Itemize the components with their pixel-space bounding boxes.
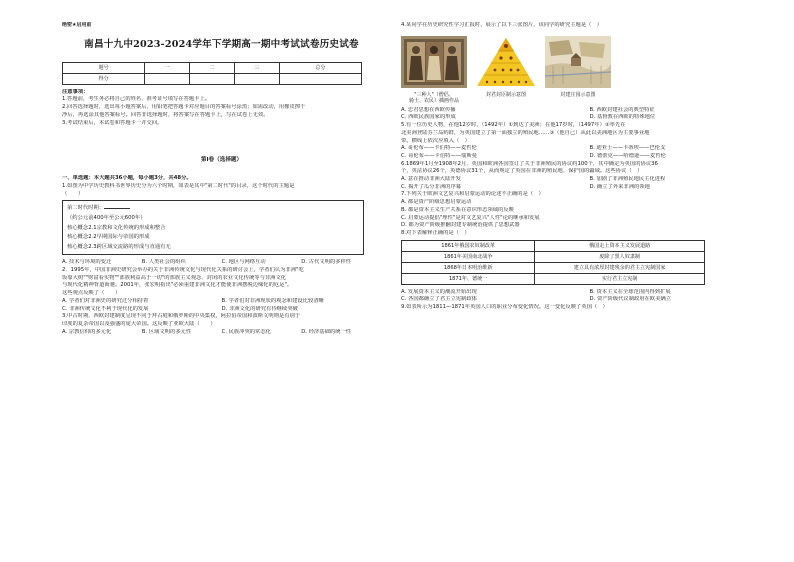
option-c[interactable]: C. 民族冲突的常态化 [221,328,271,335]
question-1-stem: 1.如图为中学历史教科书世界历史分为六个时期，如表是其中"第二时代"的目录，这个时代的主题是 [62,182,295,189]
question-4-stem: 4.某同学在历史研究性学习汇报时，展示了以下三张图片，该同学的研究主题是（ ） [401,22,603,28]
option-c[interactable]: C. 非洲传统文化不利于现代化的发展 [62,305,149,312]
option-c[interactable]: C. 揭开了瓜分非洲的序幕 [401,183,462,190]
option-b[interactable]: B. 都是资本主义生产关系在意识形态领域的反映 [401,206,514,213]
notice-line: 3.考试结束后，本试卷和答题卡一并交回。 [62,119,163,126]
table-cell: 俄国走上资本主义发展道路 [535,240,705,251]
figure-caption: 封建庄园示意图 [560,91,596,98]
option-d[interactable]: D. 非洲文化的研究有待继续突破 [221,305,298,312]
manor-map-image [545,36,611,88]
notice-line: 净后，再选涂其他答案标号。回答非选择题时，将答案写在答题卡上，写在试卷上无效。 [62,111,269,118]
score-table [62,62,362,85]
option-d[interactable]: D. 古代文明的多样性 [301,259,352,266]
question-8-stem: 8.对下表解释正确的是（ ） [401,229,470,236]
score-cell: 二 [190,62,235,73]
question-6-stem: 6.1869年1月至1908年2月，英国和欧洲各国签订了关于非洲殖民的协议约100个，其中确定为英国的协议36 [401,160,658,167]
figure-three-estates [401,36,467,105]
score-cell [234,73,279,84]
section-title: 第I卷（选择题） [200,157,243,164]
table-cell: 1868年日本明治维新 [402,262,535,273]
option-b[interactable]: B. 西欧封建社会的典型特征 [589,106,655,113]
question-5-options [401,145,778,160]
table-row [402,273,705,284]
option-c[interactable]: C. 启蒙运动提倡"理性"是对文艺复兴"人性"论的继承和发展 [401,214,540,221]
table-cell: 1861年美国南北战争 [402,251,535,262]
answer-blank [104,203,130,209]
notice-title: 注意事项： [62,88,89,95]
question-4-figures [401,36,778,105]
question-2-stem-cont: 这些观点反映了（ ） [62,290,121,297]
outline-line: 核心概念2.1宗教和文化传统的形成和整合 [67,224,166,231]
table-cell: 建立具有浓厚封建残余的君主立宪制国家 [535,262,705,273]
question-1-stem-cont: （ ） [62,190,84,197]
question-5-stem-cont: 带。横线上依次应填入（ ） [401,137,470,144]
question-3-stem-cont: 印度的复杂帝国以及强盛的庞大帝国。这反映了亚欧大陆（ ） [62,320,216,327]
question-1-options [62,259,381,267]
option-a[interactable]: A. 宗教信仰的多元化 [62,328,112,335]
confidential-seal: 绝密★启用前 [62,22,92,28]
question-2-stem: 2．1995年，中国非洲史研究会举办的关于非洲传统文化与现代化关系的研讨会上，学者们认为非洲"吃 [62,267,304,273]
question-4-options [401,107,778,122]
part-heading: 一、单选题：本大题共36小题，每小题3分，共48分。 [62,175,192,182]
option-a[interactable]: A. 意在推动非洲大陆开发 [401,176,461,183]
question-3-stem: 3.中古时期，西欧封建制度呈现不同于拜占庭和俄罗斯的中央集权，阿拉伯帝国和波斯文明则是有别于 [62,313,301,320]
option-d[interactable]: D. 经济基础的统一性 [301,328,352,335]
option-d[interactable]: D. 德蕾克——哈德逊——麦哲伦 [589,152,666,159]
figure-feudal-pyramid [473,36,539,105]
score-cell: 总分 [279,62,361,73]
option-c[interactable]: C. 西欧民族国家的形成 [401,114,456,121]
question-2-stem-cont: 与现代化精神背道而驰。2001年，张宏明指出"必须重建非洲文化才能使非洲摆脱边缘化的厄运"。 [62,282,293,289]
option-b[interactable]: B. 人类社会的组织 [141,259,186,266]
exam-title: 南昌十九中2023-2024学年下学期高一期中考试试卷历史试卷 [84,38,359,50]
score-cell: 得分 [63,73,145,84]
outline-line: 核心概念2.2早期国际与帝国的形成 [67,234,150,241]
question-8-table [401,240,705,285]
score-cell [279,73,361,84]
question-6-options [401,176,778,191]
option-d[interactable]: D. 基督教在西欧的特殊地位 [589,114,656,121]
outline-line: （约公元前400年至公元600年） [67,214,146,221]
option-b[interactable]: B. 加剧了非洲殖民地民主化进程 [589,176,666,183]
table-cell: 1871年、德统一 [402,273,535,284]
table-row [402,240,705,251]
option-d[interactable]: D. 确立了外来非洲的领地 [589,183,650,190]
table-cell: 实行君主立宪制 [535,273,705,284]
table-cell: 废除了黑人奴隶制 [535,251,705,262]
question-2-stem-cont: 饭靠大树""财富看实物""部族利益高于一切"的部族主义观念、封闭的农业文化传统等与非洲文化 [62,274,287,281]
option-a[interactable]: A. 都是资产阶级思想启蒙运动 [401,199,472,206]
figure-caption: 封君封臣制示意图 [485,91,526,98]
question-5-stem-cont: 北美洲登陆芬兰岛屿群，为英国建立了第一面独立的殖民地……③（他自己）从此以美洲地区为主要事业地 [401,129,650,136]
table-row [402,262,705,273]
question-2-options [62,298,381,313]
figure-caption: "三种人"（僧侣、 [414,91,454,98]
right-page [397,0,794,562]
table-row [402,251,705,262]
feudal-pyramid-diagram [473,36,539,88]
question-9-stem: 9.如表所示为1811—1871年英国人口的职业分布变化情况。这一变化反映了英国（ ） [401,304,608,311]
option-d[interactable]: D. 资产阶级代议制政府在欧美确立 [589,296,672,303]
score-cell [190,73,235,84]
option-a[interactable]: A. 学者们对非洲史的研究过分相持着 [62,297,149,304]
score-cell: 一 [145,62,190,73]
option-c[interactable]: C. 哥伦布——卡伯特——瑞斯曼 [401,152,477,159]
question-7-stem: 7.下列关于欧洲文艺复兴和启蒙运动的论述不正确的是（ ） [401,191,544,198]
option-a[interactable]: A. 忠君思想在西欧传播 [401,106,456,113]
score-cell: 题号 [63,62,145,73]
question-3-options [62,329,381,337]
option-a[interactable]: A. 发展资本主义的潮流开始出现 [401,288,477,295]
option-a[interactable]: A. 哥伦布——卡伯特——麦哲伦 [401,145,477,152]
figure-manor [545,36,611,105]
option-d[interactable]: D. 都为资产阶级推翻封建专制统治提供了思想武器 [401,222,520,229]
option-b[interactable]: B. 学者们对非洲现状的观念和建设比较清晰 [221,297,324,304]
option-b[interactable]: B. 资本主义在全球范围内得到扩展 [589,288,671,295]
notice-line: 2.回答选择题时，选出每小题答案后，用铅笔把答题卡对应题目的答案标号涂黑；如需改动，用橡皮擦干 [62,104,306,111]
table-cell: 1861年俄国农奴制改革 [402,240,535,251]
question-1-outline-box [62,200,364,255]
option-b[interactable]: B. 迪亚士——卡蒂埃——巴伦支 [589,145,666,152]
question-6-stem-cont: 个，英法协议26个，英德协议31个，从而规定了英国在非洲的殖民地、保护国的疆域。这些协议（ ） [401,168,643,175]
score-header-row [63,62,362,73]
option-b[interactable]: B. 区域文明的多元性 [141,328,192,335]
medieval-illustration-image [401,36,467,88]
question-5-stem: 5.有一位历史人物，在他12岁时，（1492年）①到达了美洲；在他17岁时，（1497年）②率先在 [401,122,626,129]
notice-line: 1.答题前，考生务必将自己的姓名、准考证号填写在答题卡上。 [62,96,211,103]
question-8-options [401,289,778,304]
score-cell: 三 [234,62,279,73]
outline-line: 核心概念2.3跨区域交流路的形成与直通有无 [67,243,171,250]
outline-line: 第二时代时期： [67,203,359,214]
figure-caption: 骑士、农民）插画作品 [408,98,459,105]
score-value-row [63,73,362,84]
option-a[interactable]: A. 技术与环境的变迁 [62,259,112,266]
option-c[interactable]: C. 各国都确立了君主立宪制政体 [401,296,477,303]
option-c[interactable]: C. 地区与网络互动 [221,259,266,266]
score-cell [145,73,190,84]
